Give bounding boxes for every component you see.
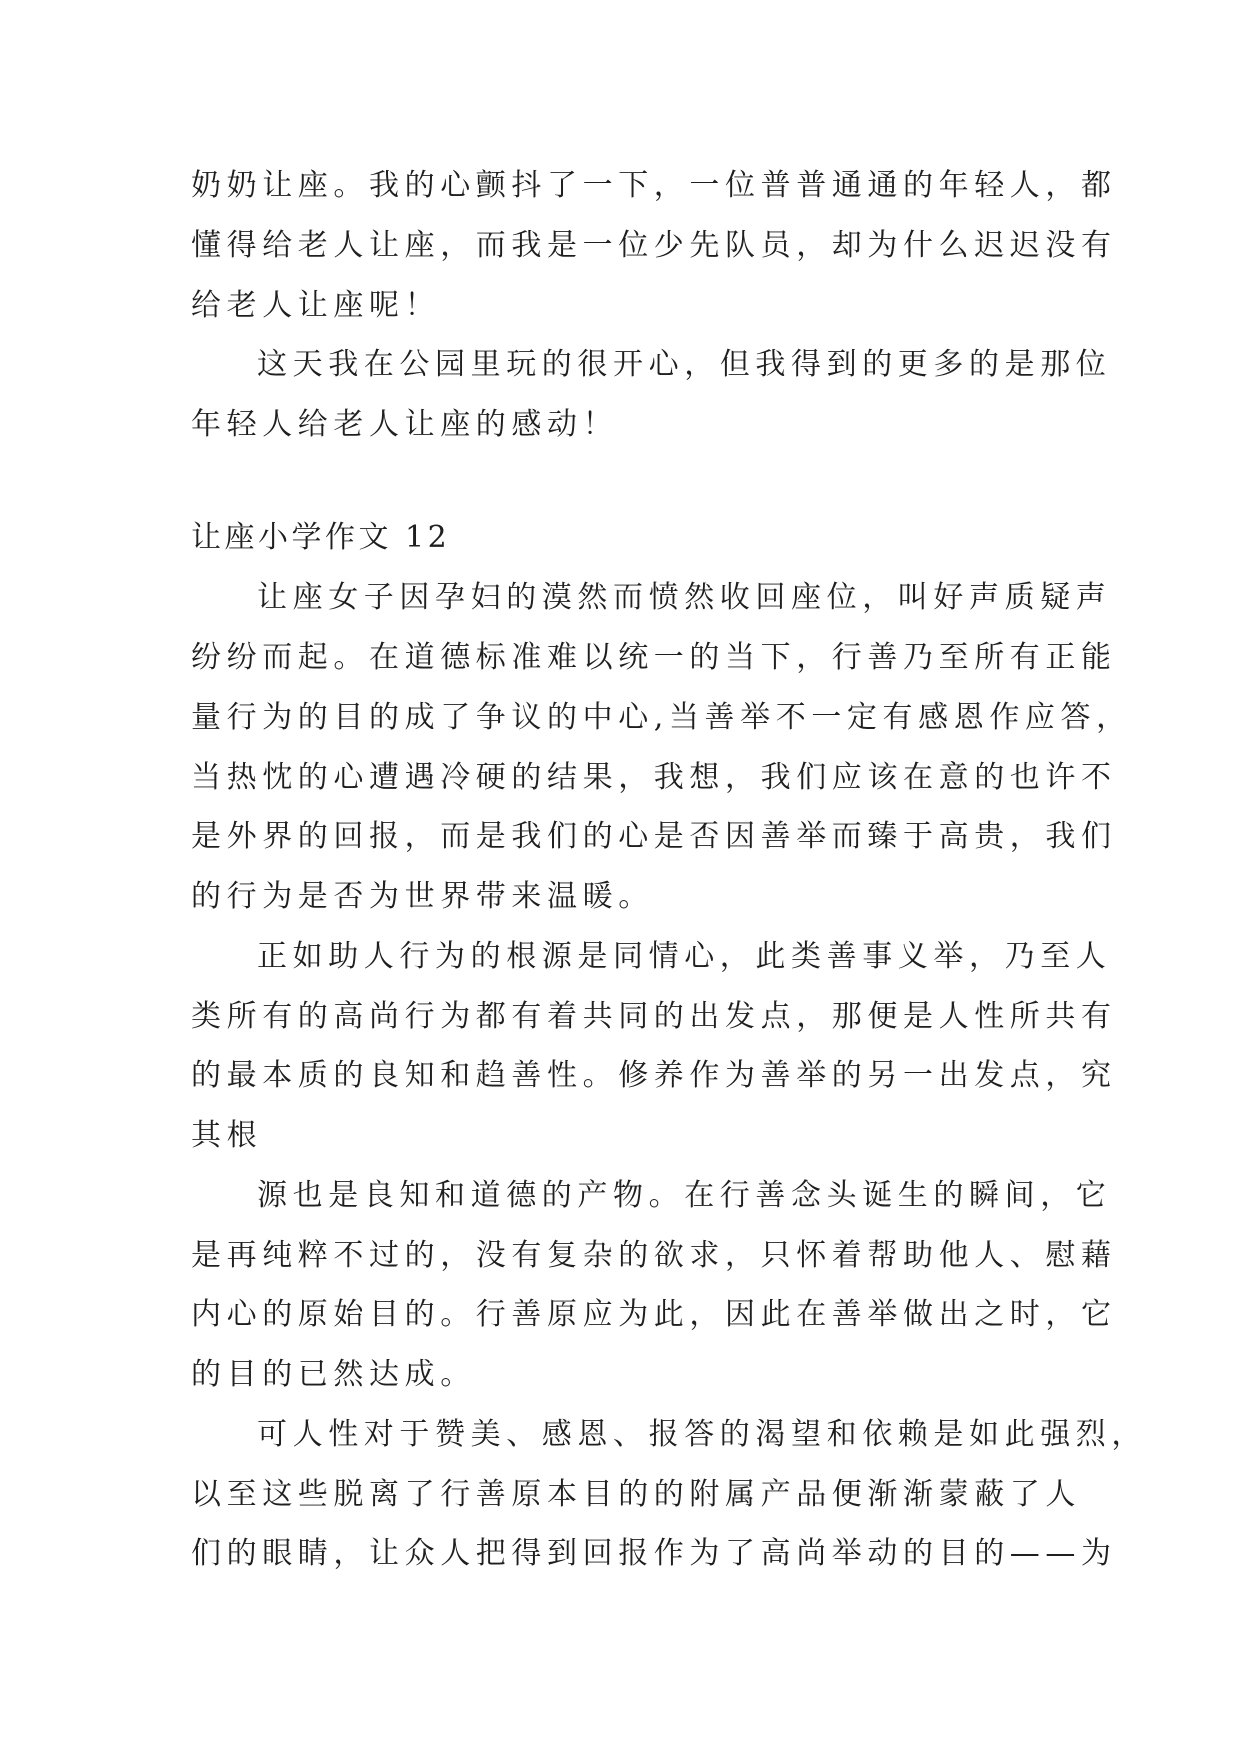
text-line: 是再纯粹不过的，没有复杂的欲求，只怀着帮助他人、慰藉 xyxy=(191,1238,1117,1273)
text-line: 让座女子因孕妇的漠然而愤然收回座位，叫好声质疑声 xyxy=(257,580,1112,615)
text-line: 源也是良知和道德的产物。在行善念头诞生的瞬间，它 xyxy=(257,1178,1112,1213)
text-line: 当热忱的心遭遇冷硬的结果，我想，我们应该在意的也许不 xyxy=(191,760,1117,795)
text-line: 懂得给老人让座，而我是一位少先队员，却为什么迟迟没有 xyxy=(191,228,1117,263)
text-line: 量行为的目的成了争议的中心,当善举不一定有感恩作应答， xyxy=(191,700,1132,735)
text-line: 可人性对于赞美、感恩、报答的渴望和依赖是如此强烈， xyxy=(257,1417,1147,1452)
text-line: 们的眼睛，让众人把得到回报作为了高尚举动的目的——为 xyxy=(191,1536,1117,1571)
text-line: 内心的原始目的。行善原应为此，因此在善举做出之时，它 xyxy=(191,1297,1117,1332)
text-line: 是外界的回报，而是我们的心是否因善举而臻于高贵，我们 xyxy=(191,819,1117,854)
text-line: 的最本质的良知和趋善性。修养作为善举的另一出发点，究 xyxy=(191,1058,1117,1093)
text-line: 的行为是否为世界带来温暖。 xyxy=(191,879,654,914)
text-line: 这天我在公园里玩的很开心，但我得到的更多的是那位 xyxy=(257,347,1112,382)
text-line: 年轻人给老人让座的感动！ xyxy=(191,407,619,442)
text-line: 类所有的高尚行为都有着共同的出发点，那便是人性所共有 xyxy=(191,999,1117,1034)
text-line: 纷纷而起。在道德标准难以统一的当下，行善乃至所有正能 xyxy=(191,640,1117,675)
essay-title: 让座小学作文 12 xyxy=(191,520,451,555)
text-line: 正如助人行为的根源是同情心，此类善事义举，乃至人 xyxy=(257,939,1112,974)
text-line: 其根 xyxy=(191,1118,263,1153)
text-line: 的目的已然达成。 xyxy=(191,1357,476,1392)
text-line: 以至这些脱离了行善原本目的的附属产品便渐渐蒙蔽了人 xyxy=(191,1477,1081,1512)
text-line: 奶奶让座。我的心颤抖了一下，一位普普通通的年轻人，都 xyxy=(191,168,1117,203)
text-line: 给老人让座呢！ xyxy=(191,288,441,323)
